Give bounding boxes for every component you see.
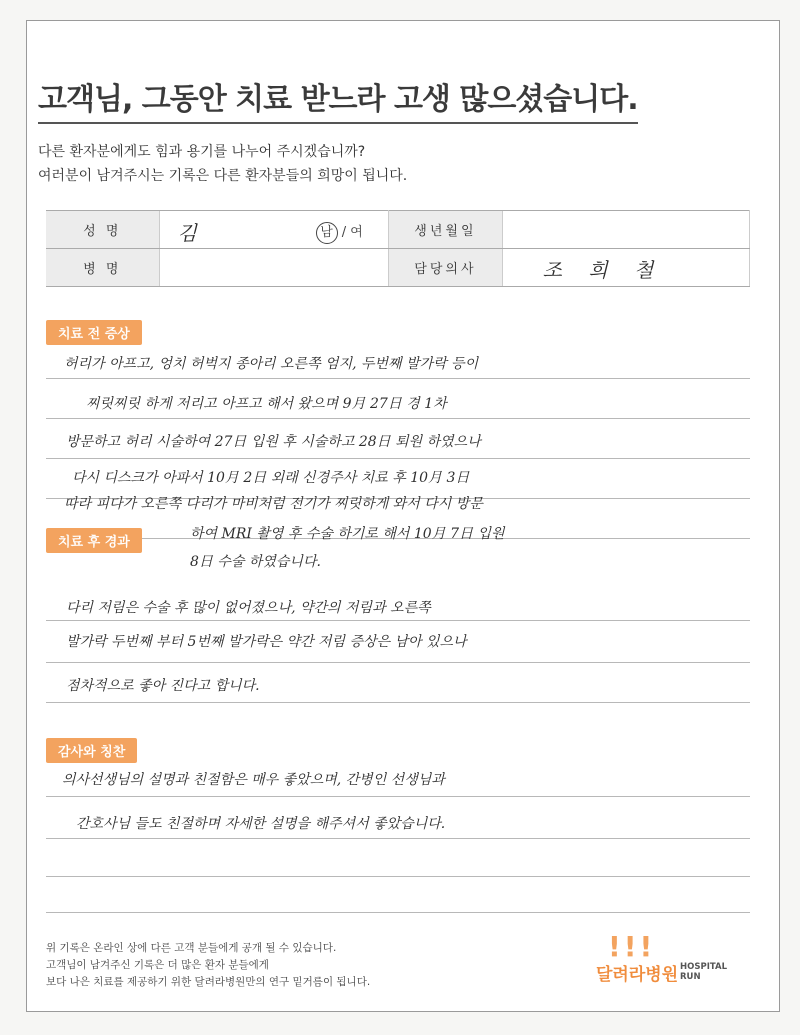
ruled-line — [46, 620, 750, 621]
patient-info-table — [46, 210, 750, 287]
ruled-line — [46, 876, 750, 877]
before-line-3: 방문하고 허리 시술하여 27日 입원 후 시술하고 28日 퇴원 하였으나 — [66, 434, 481, 450]
dob-field[interactable] — [502, 211, 749, 249]
ruled-line — [46, 418, 750, 419]
name-label: 성 명 — [46, 211, 159, 249]
before-line-6: 하여 MRI 촬영 후 수술 하기로 해서 10月 7日 입원 — [190, 526, 505, 542]
logo-exclamation-marks: !!! — [608, 930, 656, 963]
logo-english-name — [680, 962, 727, 982]
gender-male-circled[interactable]: 남 — [316, 222, 338, 244]
ruled-line — [46, 458, 750, 459]
section-thanks-label: 감사와 칭찬 — [46, 738, 137, 763]
name-value: 김 — [177, 221, 197, 245]
before-line-5: 따라 피다가 오른쪽 다리가 마비처럼 전기가 찌릿하게 와서 다시 방문 — [64, 496, 483, 512]
thanks-line-1: 의사선생님의 설명과 친절함은 매우 좋았으며, 간병인 선생님과 — [62, 772, 445, 788]
disease-field[interactable] — [159, 249, 389, 287]
logo-english-line-2: RUN — [680, 972, 701, 982]
footer-line-3: 보다 나은 치료를 제공하기 위한 달려라병원만의 연구 밑거름이 됩니다. — [46, 976, 371, 988]
dob-label: 생년월일 — [389, 211, 503, 249]
ruled-line — [46, 838, 750, 839]
logo-english-line-1: HOSPITAL — [680, 962, 727, 972]
ruled-line — [46, 912, 750, 913]
thanks-line-2: 간호사님 들도 친절하며 자세한 설명을 해주셔서 좋았습니다. — [76, 816, 446, 832]
gender-female[interactable]: / 여 — [341, 225, 363, 240]
after-line-3: 점차적으로 좋아 진다고 합니다. — [66, 678, 260, 694]
doctor-label: 담당의사 — [389, 249, 503, 287]
after-line-1: 다리 저림은 수술 후 많이 없어졌으나, 약간의 저림과 오른쪽 — [66, 600, 431, 616]
hospital-logo — [596, 930, 746, 990]
section-before-label: 치료 전 증상 — [46, 320, 142, 345]
gender-selector[interactable] — [316, 221, 363, 244]
ruled-line — [46, 796, 750, 797]
name-field[interactable] — [159, 211, 389, 249]
intro-line-1: 다른 환자분에게도 힘과 용기를 나누어 주시겠습니까? — [38, 144, 366, 160]
page-title: 고객님, 그동안 치료 받느라 고생 많으셨습니다. — [38, 74, 638, 124]
after-line-2: 발가락 두번째 부터 5번째 발가락은 약간 저림 증상은 남아 있으나 — [66, 634, 467, 650]
ruled-line — [46, 378, 750, 379]
section-after-label: 치료 후 경과 — [46, 528, 142, 553]
ruled-line — [46, 662, 750, 663]
doctor-field[interactable] — [502, 249, 749, 287]
before-line-1: 허리가 아프고, 엉치 허벅지 종아리 오른쪽 엄지, 두번째 발가락 등이 — [64, 356, 479, 372]
intro-line-2: 여러분이 남겨주시는 기록은 다른 환자분들의 희망이 됩니다. — [38, 168, 408, 184]
footer-line-2: 고객님이 남겨주신 기록은 더 많은 환자 분들에게 — [46, 959, 269, 971]
before-line-4: 다시 디스크가 아파서 10月 2日 외래 신경주사 치료 후 10月 3日 — [72, 470, 470, 486]
doctor-value: 조 희 철 — [542, 258, 664, 282]
before-line-7: 8日 수술 하였습니다. — [190, 554, 321, 570]
disease-label: 병 명 — [46, 249, 159, 287]
footer-line-1: 위 기록은 온라인 상에 다른 고객 분들에게 공개 될 수 있습니다. — [46, 942, 337, 954]
ruled-line — [46, 702, 750, 703]
logo-korean-name: 달려라병원 — [596, 965, 679, 985]
before-line-2: 찌릿찌릿 하게 저리고 아프고 해서 왔으며 9月 27日 경 1차 — [86, 396, 447, 412]
